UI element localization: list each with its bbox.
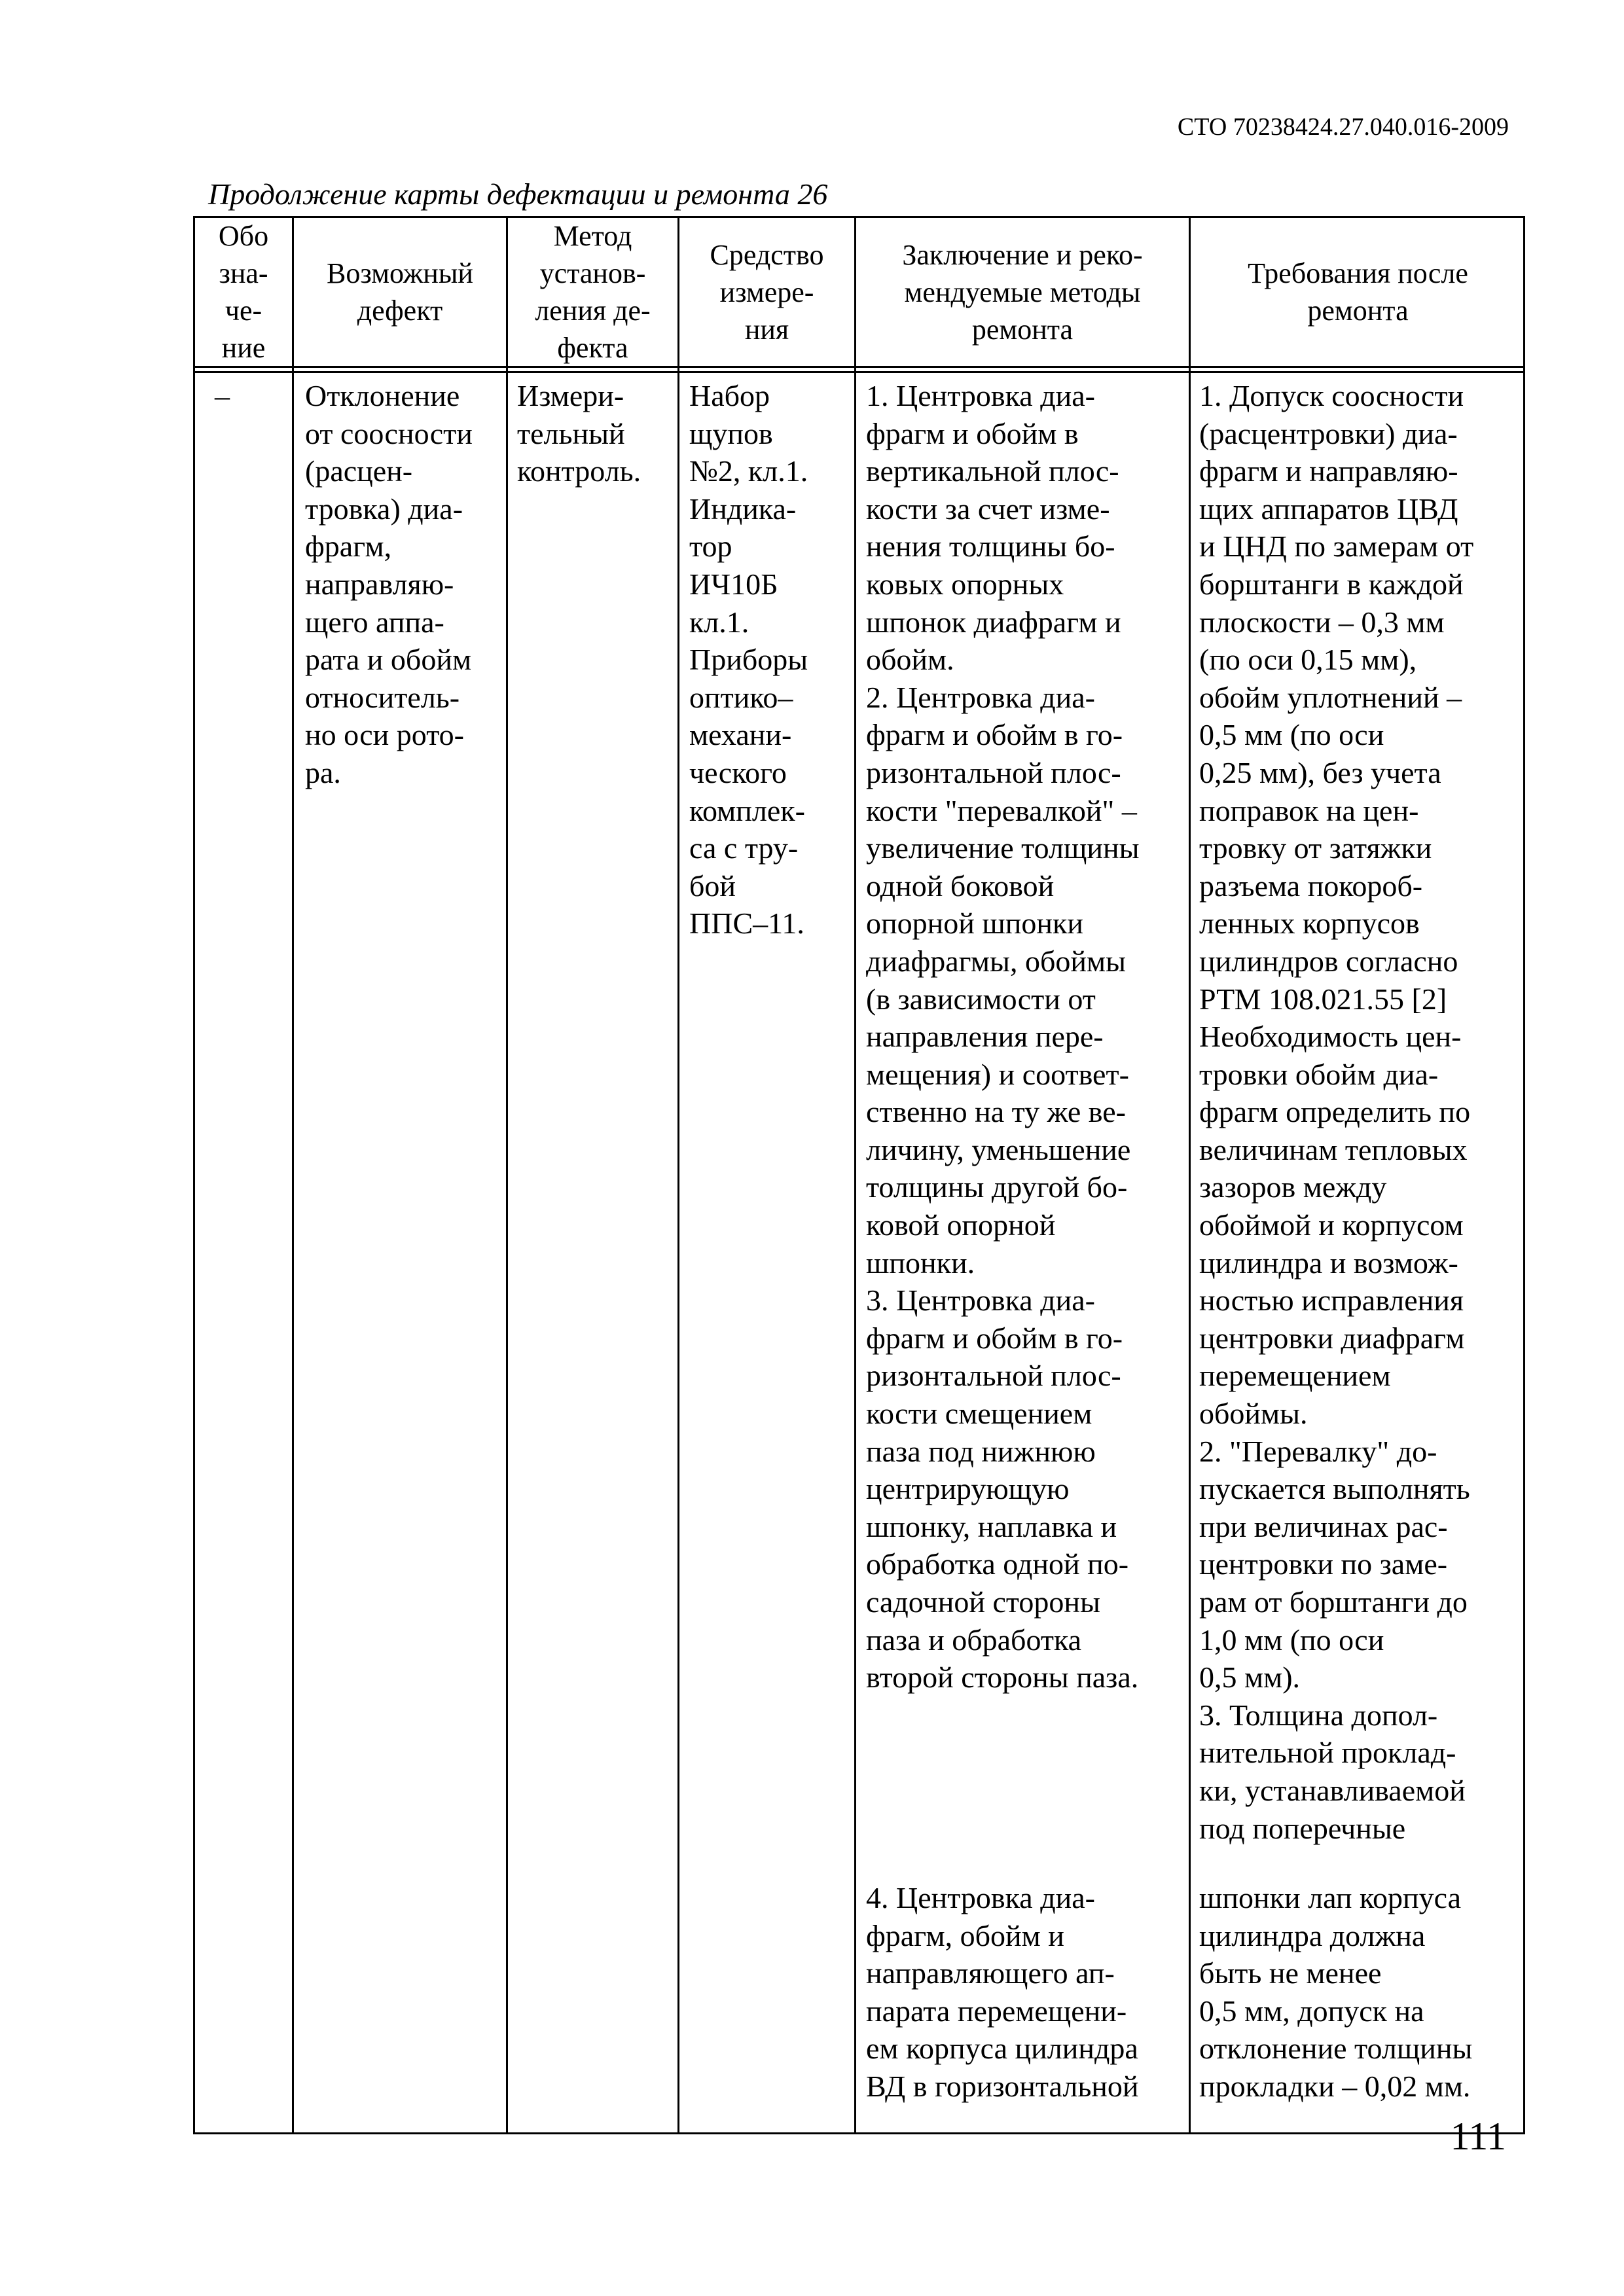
text-line: фрагм, обойм и [866,1918,1064,1952]
text-line: парата перемещени- [866,1994,1127,2028]
text-line: оптико– [689,680,793,714]
text-line: 2. Центровка диа- [866,680,1095,714]
text-line: но оси рото- [305,718,465,752]
text-line: (расцен- [305,454,413,488]
text-line: под поперечные [1199,1811,1406,1845]
text-line: прокладки – 0,02 мм. [1199,2069,1471,2103]
text-line: Возможный [327,257,473,289]
defect-repair-table [193,216,1525,2134]
text-line: садочной стороны [866,1585,1100,1619]
text-line: паза под нижнюю [866,1434,1096,1468]
text-line: мещения) и соответ- [866,1057,1129,1091]
text-line: 1,0 мм (по оси [1199,1623,1384,1657]
text-line: (расцентровки) диа- [1199,416,1458,450]
text-line: ки, устанавливаемой [1199,1773,1466,1807]
text-line: рата и обойм [305,643,472,677]
text-line: шпонку, наплавка и [866,1509,1117,1543]
document-code: СТО 70238424.27.040.016-2009 [1177,113,1509,141]
text-line: 4. Центровка диа- [866,1881,1095,1914]
text-line: 0,5 мм (по оси [1199,718,1384,752]
cell-conclusion [866,377,1140,1696]
text-line: ИЧ10Б [689,567,778,601]
text-line: №2, кл.1. [689,454,808,488]
text-line: быть не менее [1199,1956,1382,1990]
text-line: 1. Центровка диа- [866,379,1095,412]
text-line: щих аппаратов ЦВД [1199,492,1458,526]
text-line: ления де- [535,295,651,327]
text-line: ковых опорных [866,567,1064,601]
text-line: тор [689,529,732,564]
text-line: 2. "Перевалку" до- [1199,1434,1437,1468]
text-line: 0,5 мм). [1199,1660,1301,1695]
text-line: кости за счет изме- [866,492,1110,526]
text-line: тровку от затяжки [1199,831,1432,865]
text-line: увеличение толщины [866,831,1140,865]
text-line: ремонта [1307,295,1409,327]
text-line: Требования после [1248,257,1468,289]
text-line: механи- [689,718,792,752]
text-line: комплек- [689,793,805,827]
text-line: Измери- [517,379,624,412]
text-line: фрагм, [305,529,392,564]
text-line: ризонтальной плос- [866,1359,1121,1393]
text-line: Набор [689,379,770,412]
text-line: тровки обойм диа- [1199,1057,1439,1091]
text-line: 0,25 мм), без учета [1199,755,1441,789]
text-line: цилиндра и возмож- [1199,1246,1458,1280]
text-line: ем корпуса цилиндра [866,2032,1138,2066]
text-line: паза и обработка [866,1623,1082,1657]
column-divider [292,218,294,2132]
text-line: цилиндров согласно [1199,944,1458,978]
table-caption: Продолжение карты дефектации и ремонта 26 [208,177,828,211]
text-line: перемещением [1199,1359,1391,1393]
text-line: относитель- [305,680,460,714]
text-line: (в зависимости от [866,982,1096,1016]
header-divider [195,371,1523,373]
header-defect-text [327,255,473,329]
text-line: ризонтальной плос- [866,755,1121,789]
text-line: направляю- [305,567,454,601]
text-line: Индика- [689,492,797,526]
text-line: нения толщины бо- [866,529,1115,564]
text-line: установ- [539,257,646,289]
text-line: обработка одной по- [866,1547,1129,1581]
text-line: контроль. [517,454,641,488]
text-line: рам от борштанги до [1199,1585,1468,1619]
text-line: 3. Толщина допол- [1199,1698,1438,1732]
text-line: щупов [689,416,773,450]
text-line: диафрагмы, обоймы [866,944,1126,978]
cell-designation [215,377,230,415]
text-line: – [215,379,230,412]
cell-requirements-continued [1199,1879,1472,2106]
text-line: нительной проклад- [1199,1736,1456,1770]
text-line: второй стороны паза. [866,1660,1139,1695]
text-line: шпонки лап корпуса [1199,1881,1462,1914]
text-line: ППС–11. [689,906,804,941]
header-method [508,218,677,366]
text-line: ленных корпусов [1199,906,1420,941]
text-line: дефект [357,295,443,327]
cell-conclusion-continued [866,1879,1139,2106]
text-line: направления пере- [866,1020,1104,1054]
text-line: фрагм и обойм в го- [866,1321,1123,1355]
header-method-text [535,217,650,367]
text-line: обойм уплотнений – [1199,680,1462,714]
header-designation [195,218,292,366]
text-line: величинам тепловых [1199,1132,1468,1166]
text-line: фрагм и обойм в [866,416,1079,450]
header-divider [195,366,1523,368]
text-line: опорной шпонки [866,906,1083,941]
text-line: фрагм и направляю- [1199,454,1458,488]
text-line: центровки диафрагм [1199,1321,1465,1355]
text-line: 0,5 мм, допуск на [1199,1994,1424,2028]
column-divider [854,218,856,2132]
text-line: обоймы. [1199,1397,1308,1431]
text-line: Заключение и реко- [902,238,1143,271]
text-line: ностью исправления [1199,1283,1464,1318]
text-line: одной боковой [866,869,1055,903]
header-designation-text [219,217,268,367]
text-line: Приборы [689,643,808,677]
text-line: цилиндра должна [1199,1918,1426,1952]
text-line: кл.1. [689,605,749,639]
text-line: Обо [218,220,269,252]
text-line: фрагм и обойм в го- [866,718,1123,752]
text-line: РТМ 108.021.55 [2] [1199,982,1447,1016]
text-line: обойм. [866,643,954,677]
header-instrument-text [710,236,824,348]
text-line: Необходимость цен- [1199,1020,1462,1054]
text-line: щего аппа- [305,605,444,639]
text-line: измере- [719,276,814,308]
text-line: обоймой и корпусом [1199,1208,1464,1242]
cell-method [517,377,641,490]
text-line: тровка) диа- [305,492,463,526]
text-line: мендуемые методы [904,276,1141,308]
text-line: плоскости – 0,3 мм [1199,605,1445,639]
text-line: толщины другой бо- [866,1170,1128,1204]
header-requirements-text [1248,255,1468,329]
text-line: са с тру- [689,831,799,865]
text-line: разъема покороб- [1199,869,1423,903]
text-line: 1. Допуск соосности [1199,379,1464,412]
text-line: центрирующую [866,1472,1070,1506]
text-line: вертикальной плос- [866,454,1119,488]
text-line: пускается выполнять [1199,1472,1470,1506]
text-line: ВД в горизонтальной [866,2069,1139,2103]
text-line: поправок на цен- [1199,793,1419,827]
cell-defect [305,377,473,792]
text-line: 3. Центровка диа- [866,1283,1095,1318]
header-conclusion [856,218,1189,366]
column-divider [677,218,679,2132]
text-line: ремонта [971,313,1074,346]
text-line: фрагм определить по [1199,1095,1471,1129]
text-line: шпонки. [866,1246,975,1280]
text-line: фекта [557,332,628,364]
text-line: ковой опорной [866,1208,1056,1242]
text-line: и ЦНД по замерам от [1199,529,1474,564]
text-line: (по оси 0,15 мм), [1199,643,1417,677]
header-conclusion-text [902,236,1142,348]
text-line: шпонок диафрагм и [866,605,1121,639]
text-line: зазоров между [1199,1170,1387,1204]
text-line: че- [225,295,262,327]
header-defect [294,218,506,366]
text-line: центровки по заме- [1199,1547,1448,1581]
header-instrument [679,218,854,366]
text-line: кости смещением [866,1397,1092,1431]
text-line: Метод [553,220,632,252]
text-line: ческого [689,755,787,789]
text-line: бой [689,869,736,903]
text-line: борштанги в каждой [1199,567,1464,601]
text-line: направляющего ап- [866,1956,1115,1990]
text-line: ра. [305,755,341,789]
text-line: отклонение толщины [1199,2032,1473,2066]
header-requirements [1191,218,1525,366]
text-line: от соосности [305,416,473,450]
text-line: ние [221,332,266,364]
cell-instrument [689,377,808,942]
text-line: Отклонение [305,379,460,412]
page-number: 111 [1450,2115,1506,2158]
cell-requirements [1199,377,1473,1847]
text-line: кости "перевалкой" – [866,793,1137,827]
text-line: личину, уменьшение [866,1132,1131,1166]
text-line: зна- [219,257,268,289]
text-line: тельный [517,416,625,450]
text-line: ственно на ту же ве- [866,1095,1126,1129]
text-line: Средство [710,238,824,271]
column-divider [506,218,508,2132]
text-line: при величинах рас- [1199,1509,1448,1543]
column-divider [1189,218,1191,2132]
text-line: ния [744,313,789,346]
